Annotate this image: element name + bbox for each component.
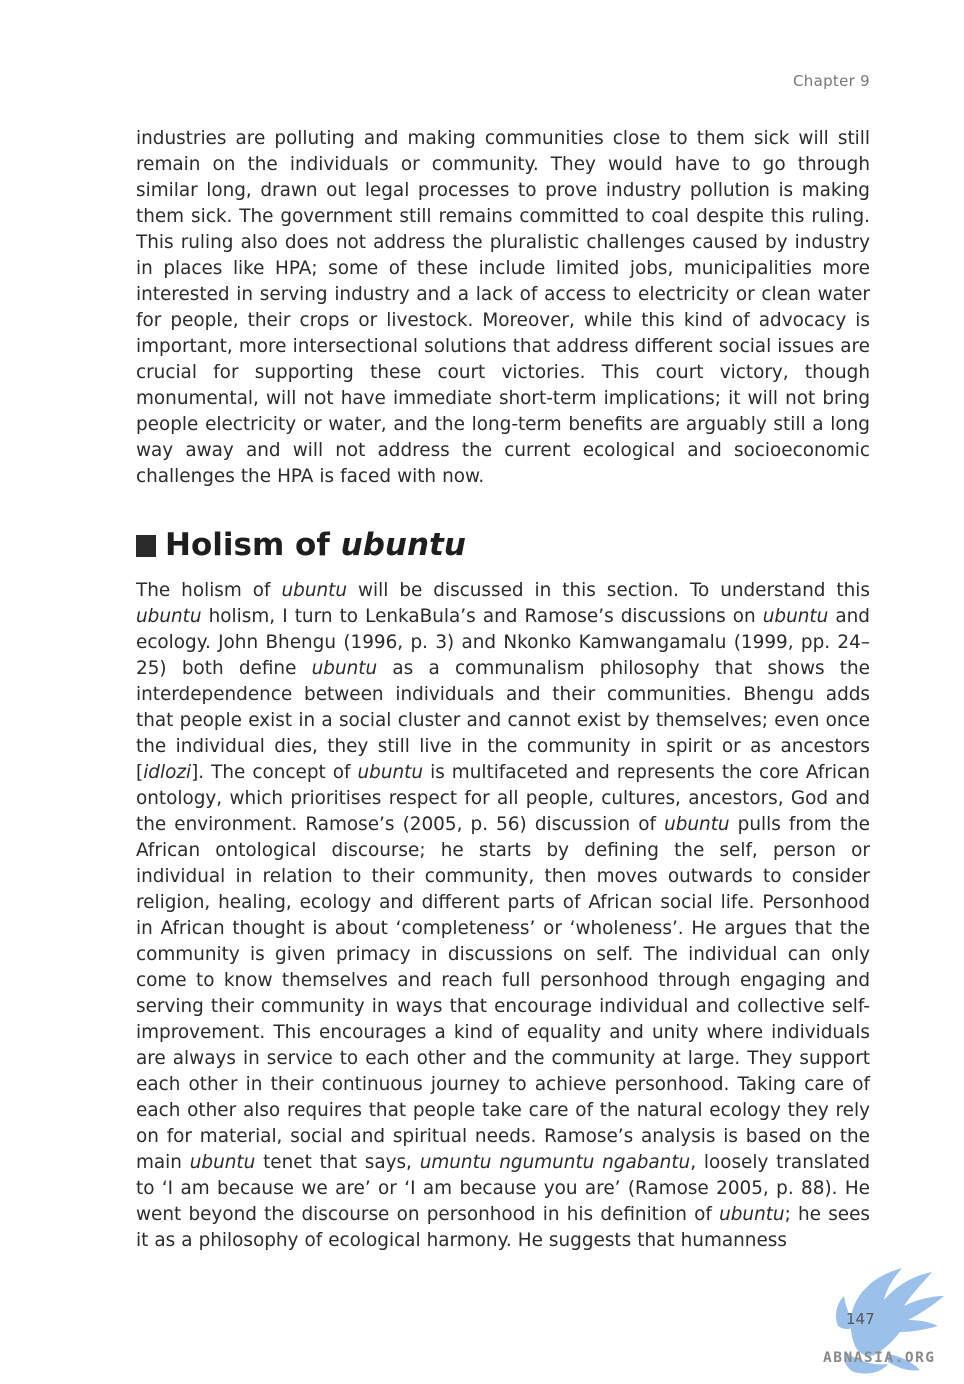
heading-text [165, 526, 466, 564]
text-run: as a communalism philosophy that shows the interdependence between individuals and their communities. Bhengu adds that people exist in a social cluster and cannot exist by themselves; even once the individual dies, they still live in the community in spirit or as ancestors [ [136, 658, 870, 783]
heading-italic: ubuntu [340, 527, 466, 563]
italic-term: ubuntu [719, 1204, 785, 1225]
italic-term: ubuntu [136, 606, 202, 627]
running-head: Chapter 9 [793, 72, 870, 90]
text-run: ; he sees it as a philosophy of ecological harmony. He suggests that humanness [136, 1204, 870, 1251]
italic-term: ubuntu [281, 580, 347, 601]
italic-term: umuntu ngumuntu ngabantu [419, 1152, 691, 1173]
text-run: and ecology. John Bhengu (1996, p. 3) and Nkonko Kamwangamalu (1999, pp. 24–25) both define [136, 606, 870, 679]
text-run: The holism of [136, 580, 282, 601]
italic-term: ubuntu [189, 1152, 256, 1173]
text-run: tenet that says, [255, 1152, 420, 1173]
italic-term: ubuntu [664, 814, 730, 835]
text-run: will be discussed in this section. To understand this [347, 580, 870, 601]
page-content [136, 126, 870, 1254]
text-run: ]. The concept of [191, 762, 358, 783]
paragraph-2 [136, 578, 870, 1254]
italic-term: ubuntu [357, 762, 424, 783]
text-run: is multifaceted and represents the core African ontology, which prioritises respect for all people, cultures, ancestors, God and the environment. Ramose’s (2005, p. 56) discussion of [136, 762, 871, 835]
heading-prefix: Holism of [165, 527, 341, 563]
italic-term: ubuntu [311, 658, 378, 679]
section-heading [136, 526, 870, 564]
text-run: pulls from the African ontological discourse; he starts by defining the self, person or individual in relation to their community, then moves outwards to consider religion, healing, ecology and different parts of African social life. Personhood in African thought is about ‘completeness’ or ‘wholeness’. He argues that the community is given primacy in discussions on self. The individual can only come to know themselves and reach full personhood through engaging and serving their community in ways that encourage individual and collective self-improvement. This encourages a kind of equality and unity where individuals are always in service to each other and the community at large. They support each other in their continuous journey to achieve personhood. Taking care of each other also requires that people take care of the natural ecology they rely on for material, social and spiritual needs. Ramose’s analysis is based on the main [136, 814, 870, 1173]
italic-term: ubuntu [762, 606, 829, 627]
paragraph-1: industries are polluting and making communities close to them sick will still remain on the individuals or community. They would have to go through similar long, drawn out legal processes to prove industry pollution is making them sick. The government still remains committed to coal despite this ruling. This ruling also does not address the pluralistic challenges caused by industry in places like HPA; some of these include limited jobs, municipalities more interested in serving industry and a lack of access to electricity or clean water for people, their crops or livestock. Moreover, while this kind of advocacy is important, more intersectional solutions that address different social issues are crucial for supporting these court victories. This court victory, though monumental, will not have immediate short-term implications; it will not bring people electricity or water, and the long-term benefits are arguably still a long way away and will not address the current ecological and socioeconomic challenges the HPA is faced with now. [136, 128, 870, 487]
italic-term: idlozi [143, 762, 192, 783]
watermark-text: ABNASIA.ORG [823, 1350, 936, 1366]
heading-square-icon [136, 535, 156, 557]
text-run: holism, I turn to LenkaBula’s and Ramose’s discussions on [201, 606, 763, 627]
page-number: 147 [846, 1310, 875, 1328]
text-run: , loosely translated to ‘I am because we are’ or ‘I am because you are’ (Ramose 2005, p. 88). He went beyond the discourse on personhood in his definition of [136, 1152, 871, 1225]
